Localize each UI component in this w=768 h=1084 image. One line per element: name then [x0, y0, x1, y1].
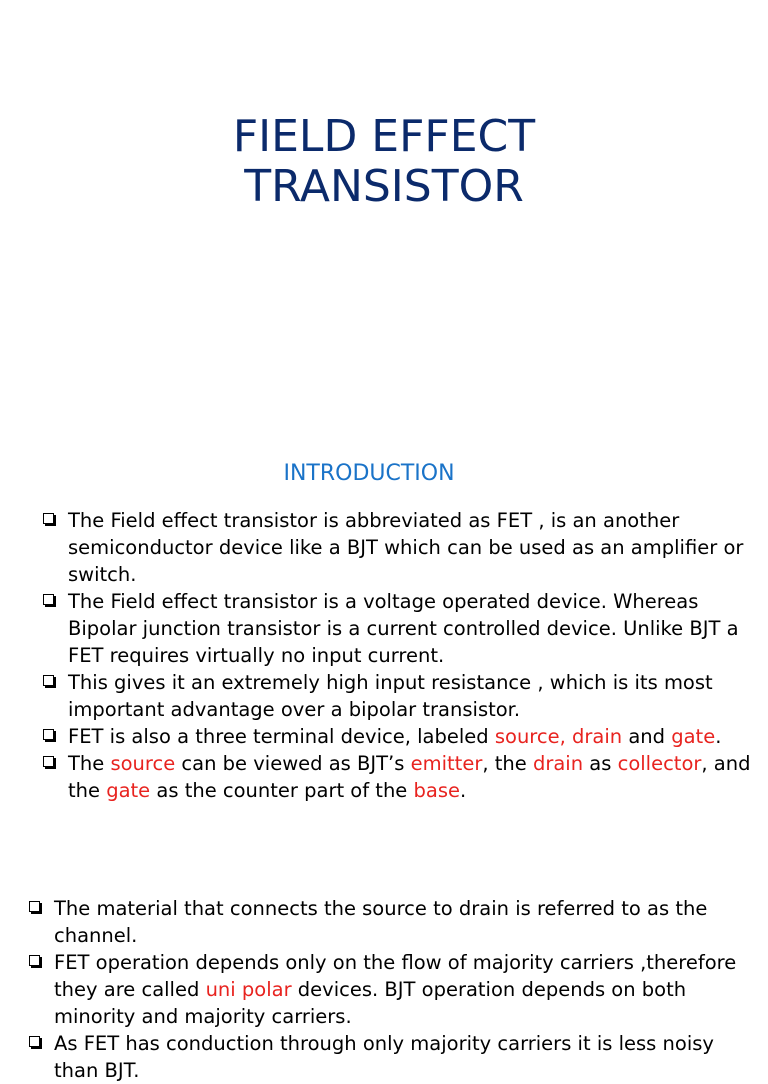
- bullet-text: FET operation depends only on the flow of majority carriers ,therefore they are called: [54, 951, 737, 1001]
- square-bullet-icon: [29, 955, 40, 966]
- bullet-text: The Field effect transistor is a voltage operated device. Whereas Bipolar junction transistor is a current controlled device. Unlike BJT a FET requires virtually no input current.: [68, 590, 739, 667]
- bullet-text: FET is also a three terminal device, labeled: [68, 725, 495, 748]
- bullet-item: [54, 949, 754, 1030]
- square-bullet-icon: [43, 675, 54, 686]
- bullet-text: as the counter part of the: [150, 779, 414, 802]
- bullet-text: , the: [482, 752, 533, 775]
- bullet-text: , and the: [68, 752, 751, 802]
- highlighted-term: gate: [671, 725, 716, 748]
- bullet-text: and: [622, 725, 672, 748]
- bullet-item: [68, 588, 758, 669]
- bullet-text: The: [68, 752, 111, 775]
- bullet-item: [68, 723, 758, 750]
- square-bullet-icon: [43, 729, 54, 740]
- title-line-2: TRANSISTOR: [244, 161, 524, 212]
- highlighted-term: collector: [617, 752, 702, 775]
- highlighted-term: drain: [532, 752, 584, 775]
- square-bullet-icon: [43, 513, 54, 524]
- highlighted-term: source: [110, 752, 176, 775]
- section-heading: INTRODUCTION: [283, 461, 455, 486]
- highlighted-term: gate: [106, 779, 151, 802]
- slide-title: [0, 112, 768, 212]
- title-line-1: FIELD EFFECT: [232, 111, 536, 162]
- highlighted-term: base: [413, 779, 460, 802]
- square-bullet-icon: [29, 901, 40, 912]
- highlighted-term: emitter: [410, 752, 483, 775]
- bullet-text: .: [715, 725, 722, 748]
- bullet-item: [68, 750, 758, 804]
- bullet-item: [54, 895, 754, 949]
- square-bullet-icon: [29, 1036, 40, 1047]
- bullet-text: The Field effect transistor is abbreviated as FET , is an another semiconductor device like a BJT which can be used as an amplifier or switch.: [68, 509, 744, 586]
- bullet-item: [68, 507, 758, 588]
- details-bullet-list: [54, 895, 754, 1084]
- square-bullet-icon: [43, 594, 54, 605]
- bullet-text: as: [583, 752, 618, 775]
- bullet-text: This gives it an extremely high input resistance , which is its most important advantage over a bipolar transistor.: [68, 671, 713, 721]
- highlighted-term: uni polar: [205, 978, 292, 1001]
- bullet-text: As FET has conduction through only majority carriers it is less noisy than BJT.: [54, 1032, 714, 1082]
- bullet-item: [68, 669, 758, 723]
- bullet-text: devices. BJT operation depends on both minority and majority carriers.: [54, 978, 687, 1028]
- bullet-text: can be viewed as BJT’s: [175, 752, 411, 775]
- highlighted-term: source, drain: [494, 725, 623, 748]
- intro-bullet-list: [68, 507, 758, 804]
- bullet-text: The material that connects the source to drain is referred to as the channel.: [54, 897, 708, 947]
- square-bullet-icon: [43, 756, 54, 767]
- bullet-text: .: [460, 779, 467, 802]
- bullet-item: [54, 1030, 754, 1084]
